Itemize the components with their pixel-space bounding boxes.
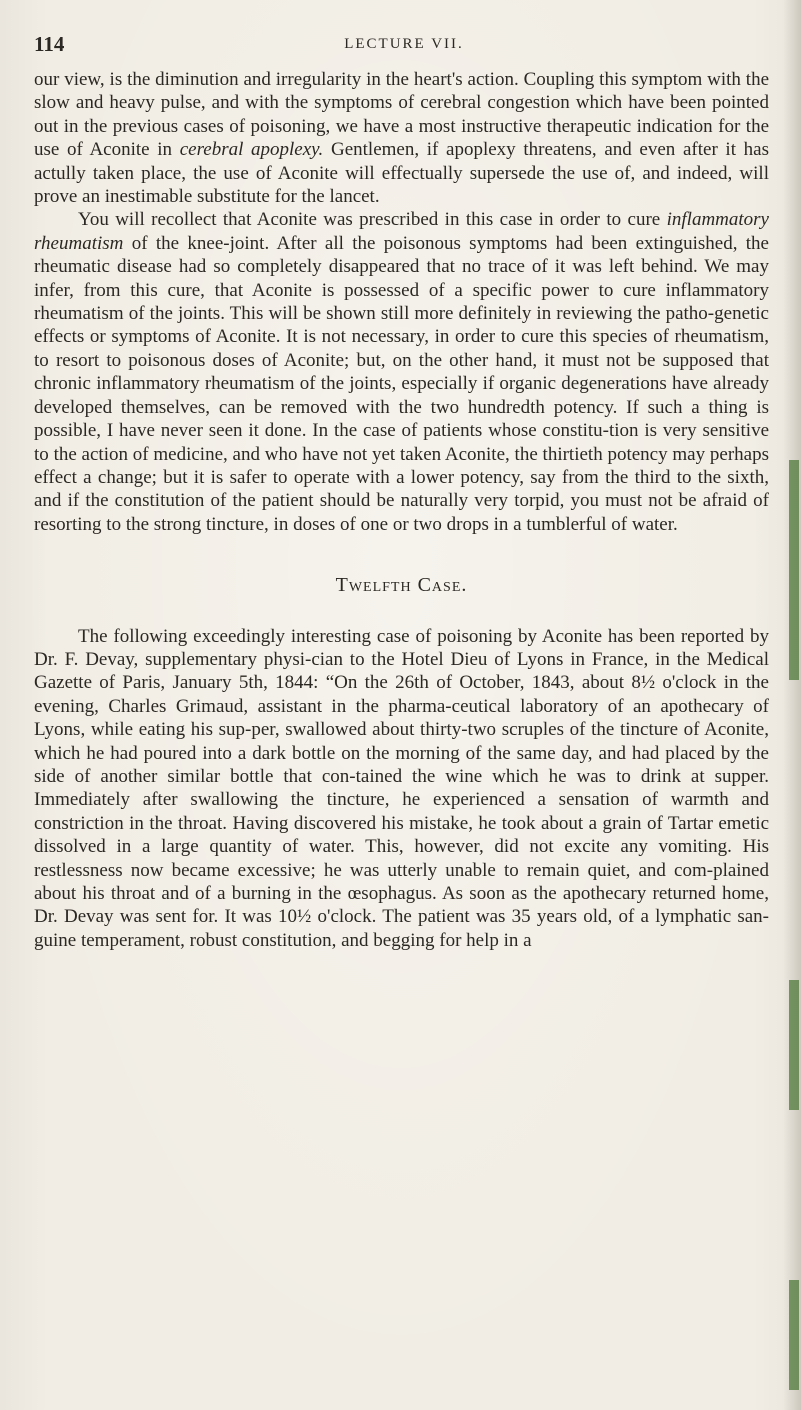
italic-term: cerebral apoplexy.: [179, 139, 324, 161]
text-run: Gentlemen, if apoplexy threatens, and even after it has actully taken place, the use of Aconite will effectually supersede the use of, and indeed, will prove an inestimable substitute for the lancet.: [34, 139, 769, 208]
page-edge-shadow: [783, 0, 801, 1410]
paragraph-2: [34, 208, 769, 536]
paragraph-1: [34, 68, 769, 208]
edge-stain: [789, 1280, 799, 1390]
italic-term: inflammatory rheumatism: [34, 209, 769, 254]
paragraph-3: The following exceedingly interesting case of poisoning by Aconite has been reported by Dr. F. Devay, supplementary physi-cian to the Hotel Dieu of Lyons in France, in the Medical Gazette of Paris, January 5th, 1844: “On the 26th of October, 1843, about 8½ o'clock in the evening, Charles Grimaud, assistant in the pharma-ceutical laboratory of an apothecary of Lyons, while eating his sup-per, swallowed about thirty-two scruples of the tincture of Aconite, which he had poured into a dark bottle on the morning of the same day, and had placed by the side of another similar bottle that con-tained the wine which he was to drink at supper. Immediately after swallowing the tincture, he experienced a sensation of warmth and constriction in the throat. Having discovered his mistake, he took about a grain of Tartar emetic dissolved in a large quantity of water. This, however, did not excite any vomiting. His restlessness now became excessive; he was utterly unable to remain quiet, and com-plained about his throat and of a burning in the œsophagus. As soon as the apothecary returned home, Dr. Devay was sent for. It was 10½ o'clock. The patient was 35 years old, of a lymphatic san-guine temperament, robust constitution, and begging for help in a: [34, 625, 769, 951]
page-header: [34, 32, 774, 62]
page-number: 114: [34, 32, 65, 56]
section-heading: Twelfth Case.: [335, 574, 468, 597]
running-head: LECTURE VII.: [344, 36, 464, 52]
edge-stain: [789, 980, 799, 1110]
body-text: [34, 68, 769, 952]
edge-stain: [789, 460, 799, 680]
text-run: of the knee-joint. After all the poisonous symptoms had been extinguished, the rheumatic disease had so completely disappeared that no trace of it was left behind. We may infer, from this cure, that Aconite is possessed of a specific power to cure inflammatory rheumatism of the joints. This will be shown still more definitely in reviewing the patho-genetic effects or symptoms of Aconite. It is not necessary, in order to cure this species of rheumatism, to resort to poisonous doses of Aconite; but, on the other hand, it must not be supposed that chronic inflammatory rheumatism of the joints, especially if organic degenerations have already developed themselves, can be removed with the two hundredth potency. If such a thing is possible, I have never seen it done. In the case of patients whose constitu-tion is very sensitive to the action of medicine, and who have not yet taken Aconite, the thirtieth potency may perhaps effect a change; but it is safer to operate with a lower potency, say from the third to the sixth, and if the constitution of the patient should be naturally very torpid, you must not be afraid of resorting to the strong tincture, in doses of one or two drops in a tumblerful of water.: [34, 232, 769, 535]
text-run: You will recollect that Aconite was prescribed in this case in order to cure: [78, 209, 667, 231]
text-run: our view, is the diminution and irregularity in the heart's action. Coupling this symptom with the slow and heavy pulse, and with the symptoms of cerebral congestion which have been pointed out in the previous cases of poisoning, we have a most instructive therapeutic indication for the use of Aconite in: [34, 69, 769, 161]
